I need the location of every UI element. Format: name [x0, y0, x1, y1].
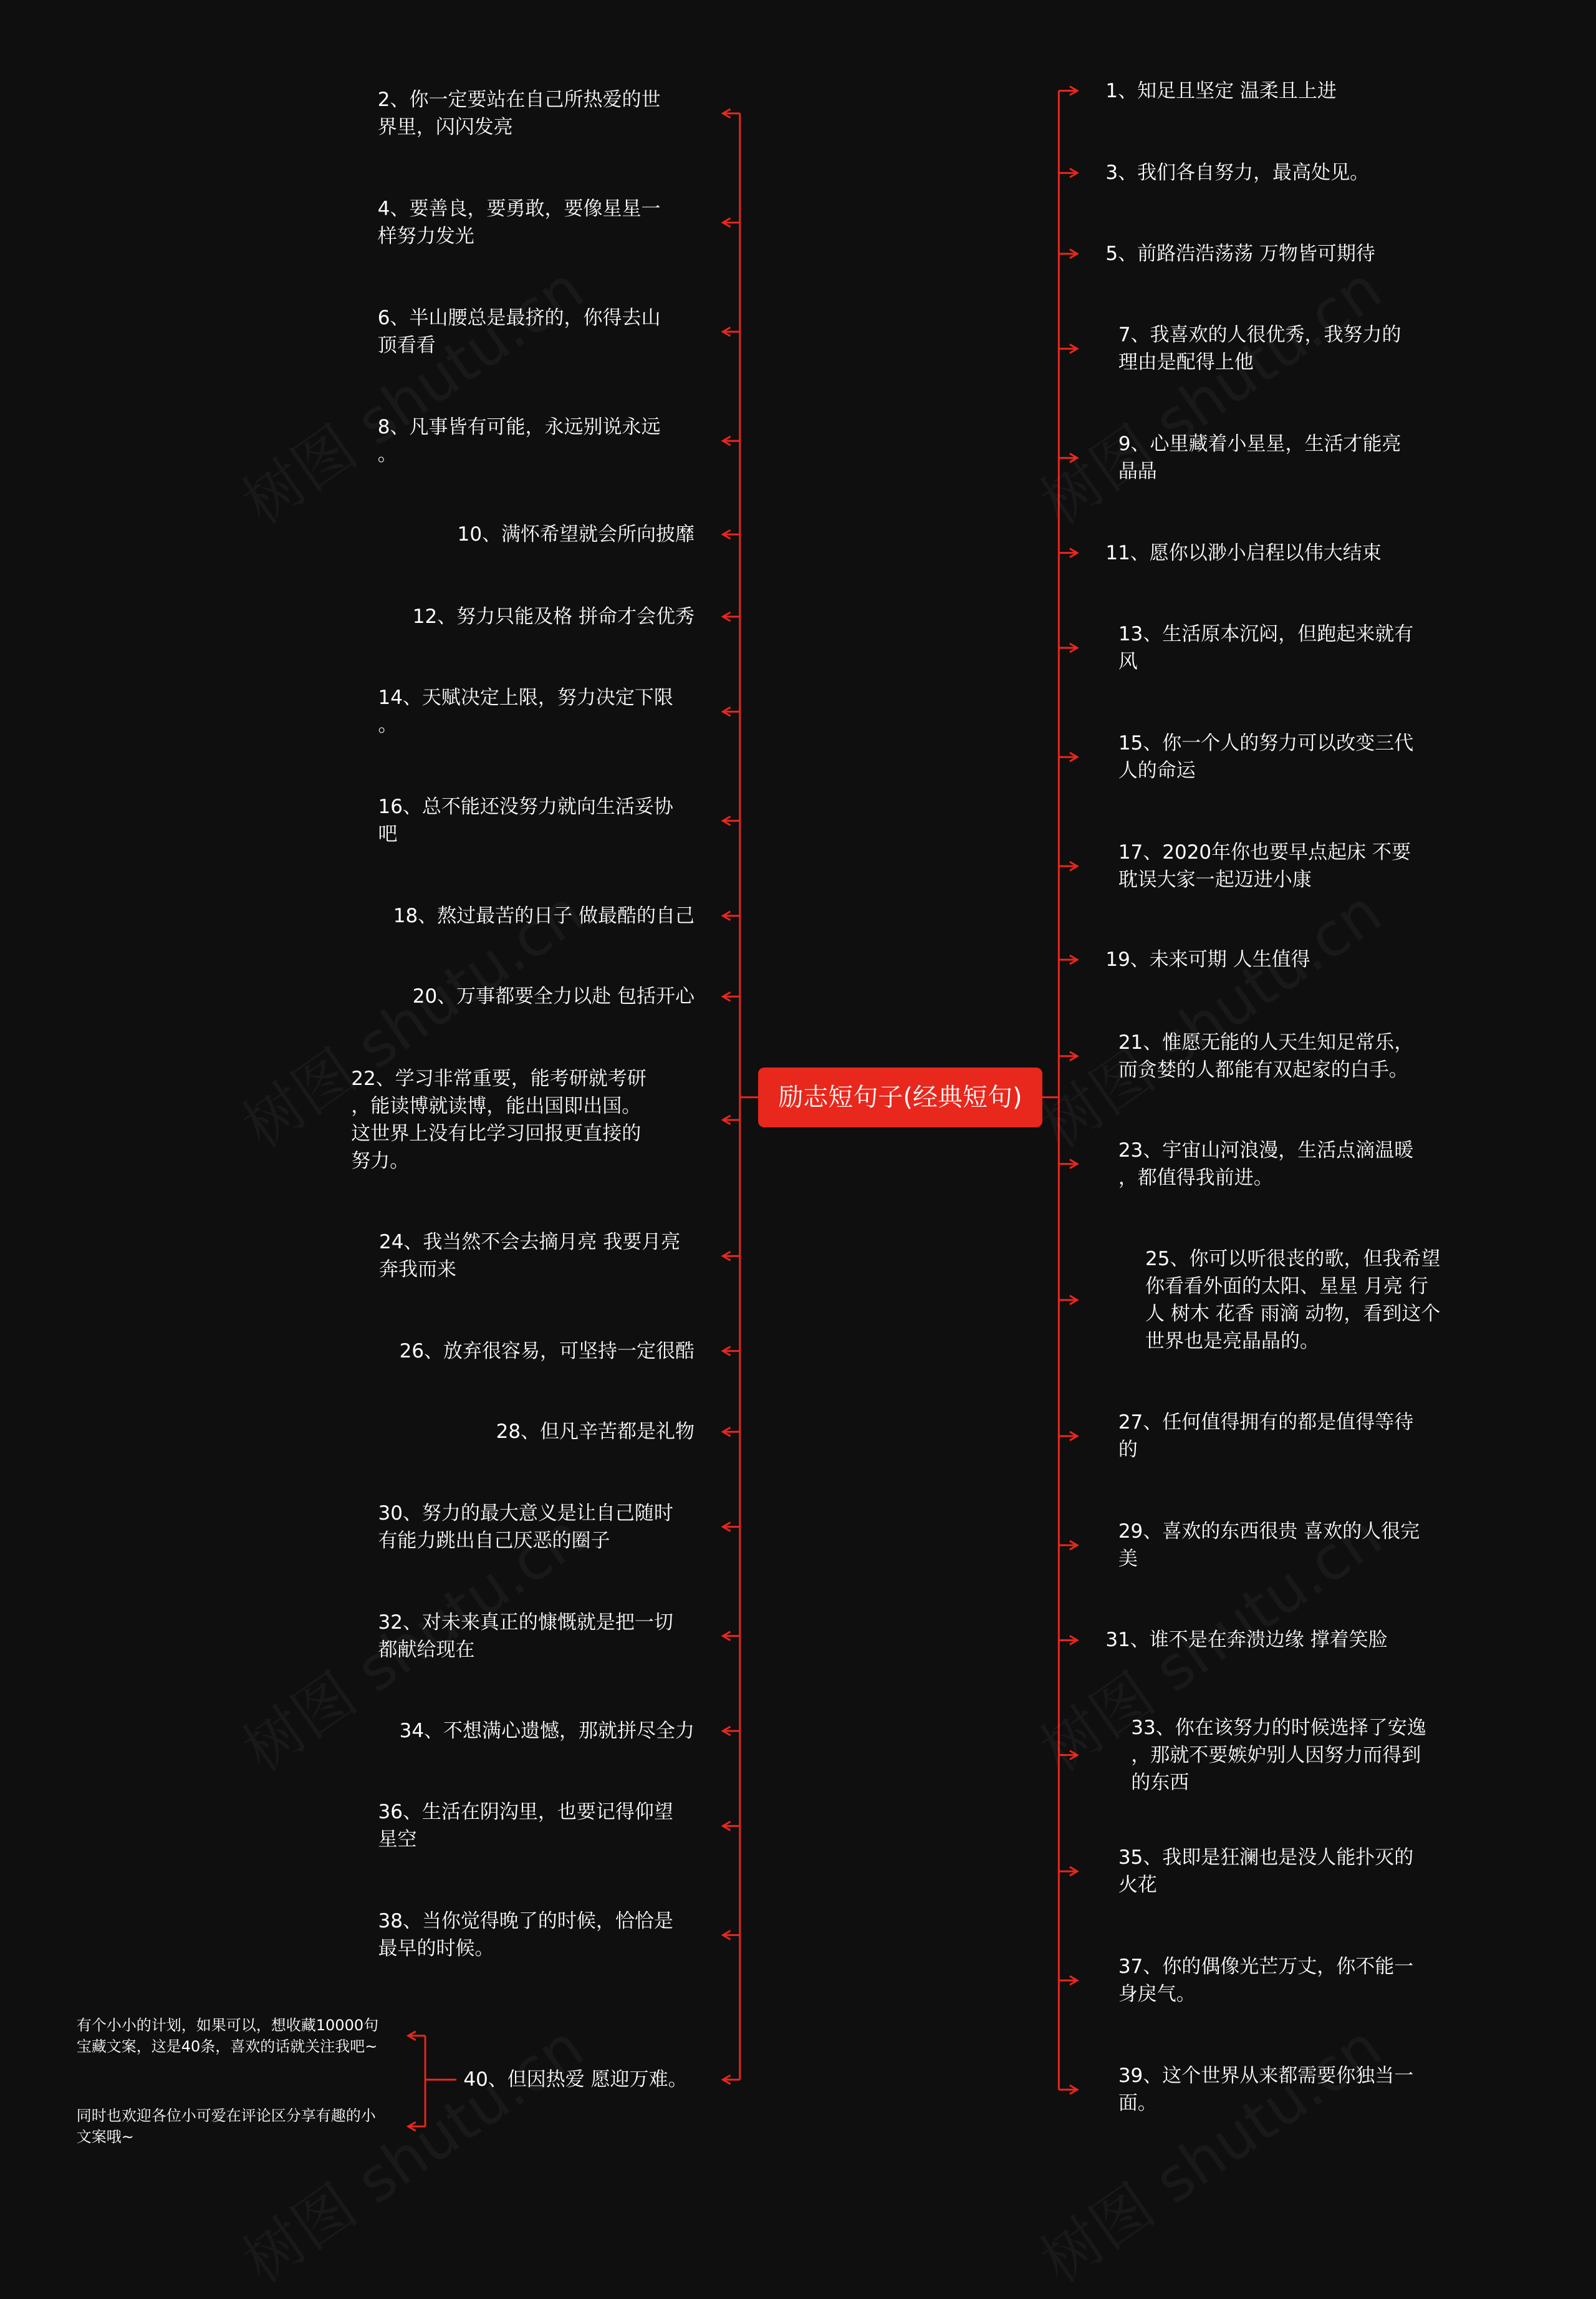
- right-node[interactable]: 9、心里藏着小星星，生活才能亮 晶晶: [1118, 433, 1401, 483]
- right-node[interactable]: 15、你一个人的努力可以改变三代 人的命运: [1118, 732, 1414, 783]
- left-node[interactable]: 14、天赋决定上限，努力决定下限 。: [378, 687, 673, 737]
- right-node[interactable]: 11、愿你以渺小启程以伟大结束: [1105, 541, 1382, 564]
- left-node[interactable]: 2、你一定要站在自己所热爱的世 界里，闪闪发亮: [377, 88, 661, 138]
- right-node[interactable]: 19、未来可期 人生值得: [1105, 948, 1310, 971]
- right-node[interactable]: 5、前路浩浩荡荡 万物皆可期待: [1105, 242, 1375, 265]
- right-node[interactable]: 29、喜欢的东西很贵 喜欢的人很完 美: [1118, 1520, 1420, 1571]
- left-node[interactable]: 38、当你觉得晚了的时候，恰恰是 最早的时候。: [378, 1910, 673, 1960]
- right-node[interactable]: 17、2020年你也要早点起床 不要 耽误大家一起迈进小康: [1118, 841, 1411, 892]
- left-node[interactable]: 8、凡事皆有可能，永远别说永远 。: [377, 416, 661, 466]
- left-node[interactable]: 28、但凡辛苦都是礼物: [496, 1420, 695, 1444]
- left-node[interactable]: 20、万事都要全力以赴 包括开心: [412, 985, 695, 1008]
- right-node[interactable]: 37、你的偶像光芒万丈，你不能一 身戾气。: [1118, 1955, 1414, 2006]
- left-node[interactable]: 36、生活在阴沟里，也要记得仰望 星空: [378, 1801, 673, 1851]
- left-node[interactable]: 18、熬过最苦的日子 做最酷的自己: [393, 904, 695, 927]
- right-node[interactable]: 23、宇宙山河浪漫，生活点滴温暖 ，都值得我前进。: [1118, 1139, 1414, 1189]
- left-node[interactable]: 4、要善良，要勇敢，要像星星一 样努力发光: [377, 197, 661, 248]
- left-node[interactable]: 16、总不能还没努力就向生活妥协 吧: [378, 796, 673, 846]
- sub-node[interactable]: 同时也欢迎各位小可爱在评论区分享有趣的小 文案哦~: [76, 2107, 376, 2146]
- left-node[interactable]: 26、放弃很容易，可坚持一定很酷: [399, 1339, 695, 1362]
- right-node[interactable]: 39、这个世界从来都需要你独当一 面。: [1118, 2065, 1414, 2115]
- left-node[interactable]: 12、努力只能及格 拼命才会优秀: [412, 605, 695, 628]
- right-node[interactable]: 1、知足且坚定 温柔且上进: [1105, 79, 1337, 102]
- right-node[interactable]: 13、生活原本沉闷，但跑起来就有 风: [1118, 623, 1414, 673]
- left-node[interactable]: 34、不想满心遗憾，那就拼尽全力: [399, 1719, 695, 1742]
- left-node[interactable]: 32、对未来真正的慷慨就是把一切 都献给现在: [378, 1611, 673, 1661]
- left-node[interactable]: 30、努力的最大意义是让自己随时 有能力跳出自己厌恶的圈子: [378, 1501, 673, 1552]
- left-node[interactable]: 6、半山腰总是最挤的，你得去山 顶看看: [377, 307, 661, 357]
- right-node[interactable]: 21、惟愿无能的人天生知足常乐， 而贪婪的人都能有双起家的白手。: [1118, 1031, 1414, 1081]
- right-node[interactable]: 35、我即是狂澜也是没人能扑灭的 火花: [1118, 1846, 1414, 1897]
- sub-node[interactable]: 有个小小的计划，如果可以，想收藏10000句 宝藏文案，这是40条，喜欢的话就关注我吧~: [76, 2016, 379, 2055]
- left-node[interactable]: 22、学习非常重要，能考研就考研 ，能读博就读博，能出国即出国。 这世界上没有比学习回报更直接的 努力。: [351, 1068, 647, 1173]
- root-topic[interactable]: 励志短句子(经典短句): [758, 1068, 1042, 1127]
- right-node[interactable]: 33、你在该努力的时候选择了安逸 ，那就不要嫉妒别人因努力而得到 的东西: [1131, 1716, 1426, 1794]
- left-node[interactable]: 24、我当然不会去摘月亮 我要月亮 奔我而来: [378, 1231, 681, 1281]
- right-node[interactable]: 3、我们各自努力，最高处见。: [1105, 161, 1370, 185]
- right-node[interactable]: 7、我喜欢的人很优秀，我努力的 理由是配得上他: [1118, 324, 1401, 374]
- right-node[interactable]: 31、谁不是在奔溃边缘 撑着笑脸: [1105, 1629, 1388, 1652]
- right-node[interactable]: 27、任何值得拥有的都是值得等待 的: [1118, 1411, 1414, 1462]
- left-node[interactable]: 10、满怀希望就会所向披靡: [457, 523, 695, 546]
- left-node[interactable]: 40、但因热爱 愿迎万难。: [463, 2068, 688, 2091]
- right-node[interactable]: 25、你可以听很丧的歌，但我希望 你看看外面的太阳、星星 月亮 行 人 树木 花香 雨滴 动物，看到这个 世界也是亮晶晶的。: [1145, 1247, 1441, 1352]
